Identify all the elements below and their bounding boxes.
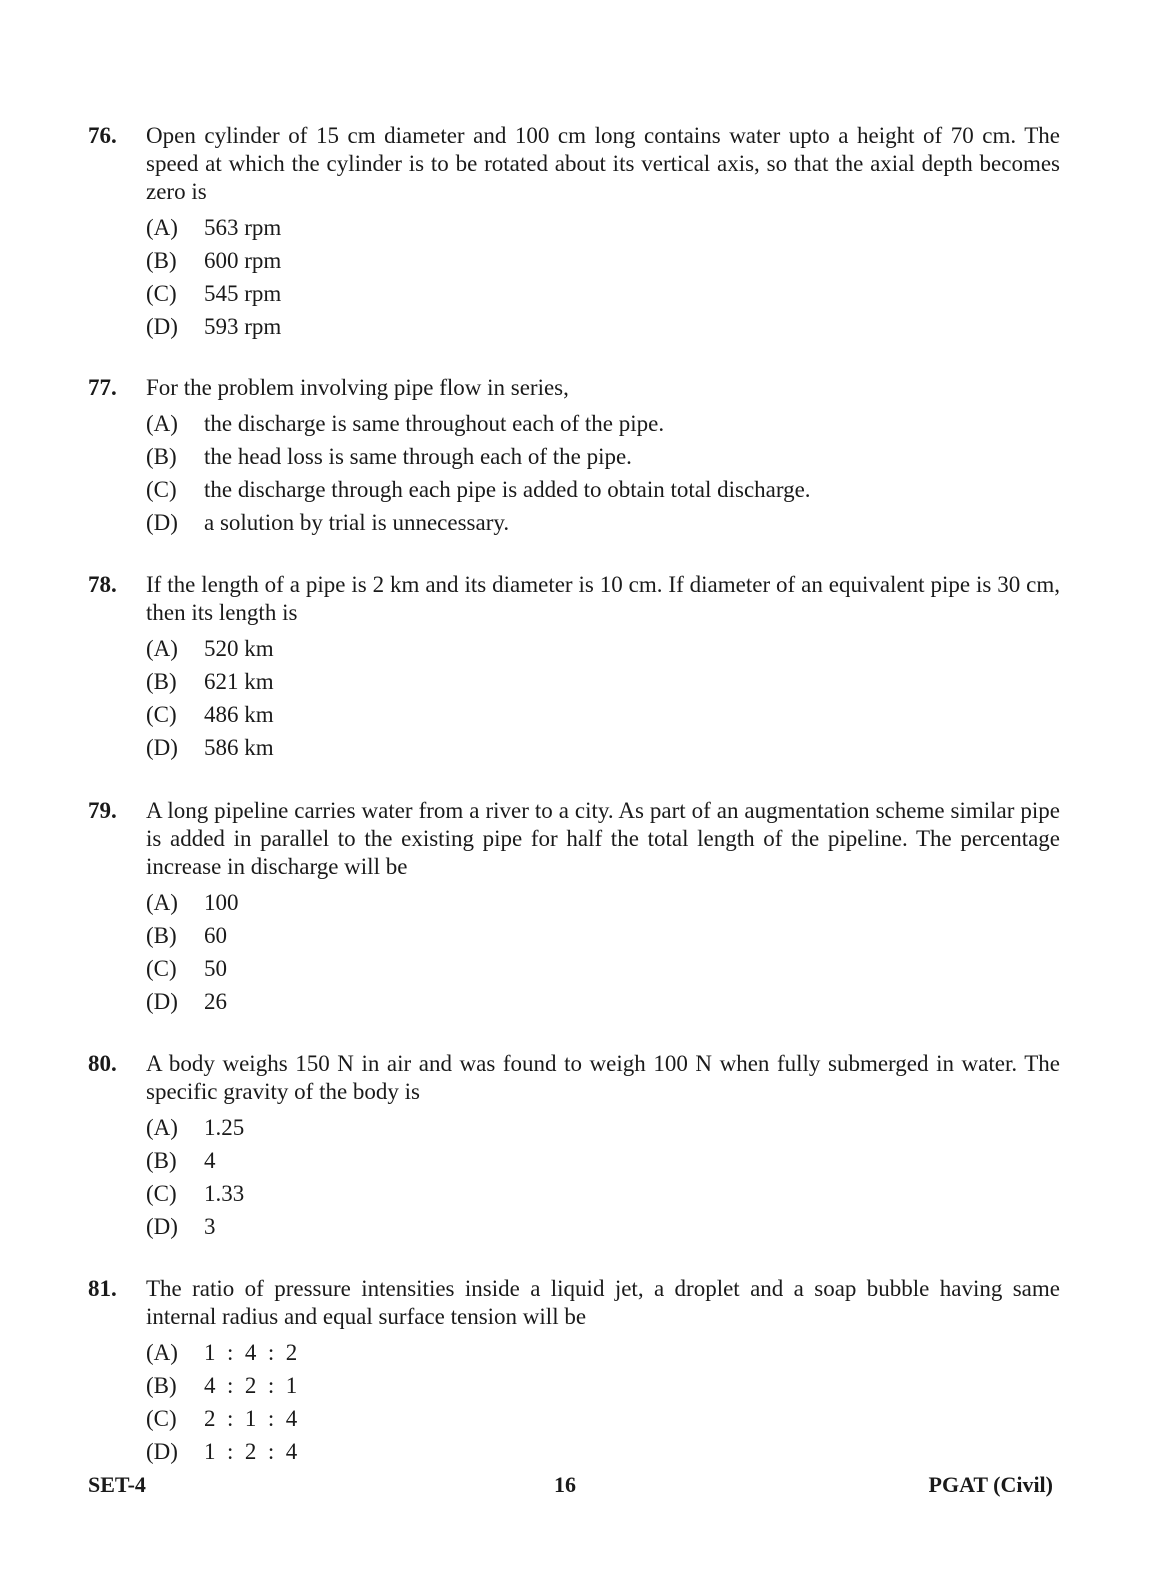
option-letter: (A): [146, 636, 178, 661]
option-d: [146, 506, 1060, 539]
option-d: [146, 310, 1060, 343]
option-a: [146, 632, 1060, 665]
option-a: [146, 886, 1060, 919]
option-text: 486 km: [204, 702, 274, 727]
option-text: the head loss is same through each of the pipe.: [204, 444, 632, 469]
option-text: 1.33: [204, 1181, 245, 1206]
option-list: [146, 211, 1060, 343]
option-text: 563 rpm: [204, 215, 282, 240]
option-b: [146, 919, 1060, 952]
option-text: 621 km: [204, 669, 274, 694]
option-letter: (D): [146, 1214, 178, 1239]
option-text: 545 rpm: [204, 281, 282, 306]
option-text: 1 : 2 : 4: [204, 1439, 298, 1464]
option-letter: (C): [146, 1406, 177, 1431]
question-text: Open cylinder of 15 cm diameter and 100 cm long contains water upto a height of 70 cm. The speed at which the cylinder is to be rotated about its vertical axis, so that the axial depth becomes zero is: [146, 123, 1060, 204]
option-list: [146, 1111, 1060, 1243]
option-text: 2 : 1 : 4: [204, 1406, 298, 1431]
option-letter: (A): [146, 215, 178, 240]
option-b: [146, 440, 1060, 473]
option-letter: (B): [146, 248, 177, 273]
option-c: [146, 1177, 1060, 1210]
option-letter: (B): [146, 669, 177, 694]
option-letter: (C): [146, 281, 177, 306]
question-81: [88, 1275, 1060, 1468]
option-c: [146, 952, 1060, 985]
option-letter: (D): [146, 735, 178, 760]
question-number: 79.: [88, 798, 117, 823]
question-text: The ratio of pressure intensities inside a liquid jet, a droplet and a soap bubble having same internal radius and equal surface tension will be: [146, 1276, 1060, 1329]
footer-exam-name: PGAT (Civil): [928, 1472, 1053, 1497]
question-number: 78.: [88, 572, 117, 597]
option-list: [146, 886, 1060, 1018]
question-text: A long pipeline carries water from a river to a city. As part of an augmentation scheme similar pipe is added in parallel to the existing pipe for half the total length of the pipeline. The percentage increase in discharge will be: [146, 798, 1060, 879]
option-text: 1.25: [204, 1115, 245, 1140]
question-77: [88, 374, 1060, 539]
option-a: [146, 1111, 1060, 1144]
option-text: a solution by trial is unnecessary.: [204, 510, 510, 535]
option-list: [146, 407, 1060, 539]
question-text: For the problem involving pipe flow in series,: [146, 375, 569, 400]
question-text: A body weighs 150 N in air and was found to weigh 100 N when fully submerged in water. The specific gravity of the body is: [146, 1051, 1060, 1104]
question-number: 80.: [88, 1051, 117, 1076]
option-c: [146, 698, 1060, 731]
option-text: 3: [204, 1214, 216, 1239]
question-78: [88, 571, 1060, 764]
option-d: [146, 985, 1060, 1018]
option-letter: (D): [146, 1439, 178, 1464]
option-letter: (D): [146, 510, 178, 535]
option-letter: (A): [146, 1115, 178, 1140]
question-76: [88, 122, 1060, 343]
option-text: 60: [204, 923, 227, 948]
option-text: 4 : 2 : 1: [204, 1373, 298, 1398]
option-letter: (D): [146, 989, 178, 1014]
option-c: [146, 277, 1060, 310]
option-letter: (B): [146, 923, 177, 948]
option-letter: (D): [146, 314, 178, 339]
option-letter: (A): [146, 411, 178, 436]
option-c: [146, 1402, 1060, 1435]
question-text: If the length of a pipe is 2 km and its diameter is 10 cm. If diameter of an equivalent pipe is 30 cm, then its length is: [146, 572, 1060, 625]
option-letter: (A): [146, 1340, 178, 1365]
option-letter: (C): [146, 477, 177, 502]
option-b: [146, 244, 1060, 277]
option-text: 26: [204, 989, 227, 1014]
option-d: [146, 731, 1060, 764]
option-letter: (B): [146, 1373, 177, 1398]
option-list: [146, 1336, 1060, 1468]
option-letter: (C): [146, 1181, 177, 1206]
option-list: [146, 632, 1060, 764]
option-text: 1 : 4 : 2: [204, 1340, 298, 1365]
option-b: [146, 1369, 1060, 1402]
question-80: [88, 1050, 1060, 1243]
option-text: 520 km: [204, 636, 274, 661]
option-letter: (C): [146, 702, 177, 727]
question-number: 76.: [88, 123, 117, 148]
option-letter: (B): [146, 444, 177, 469]
option-letter: (B): [146, 1148, 177, 1173]
option-d: [146, 1210, 1060, 1243]
question-79: [88, 797, 1060, 1018]
option-a: [146, 211, 1060, 244]
option-text: 600 rpm: [204, 248, 282, 273]
option-text: 4: [204, 1148, 216, 1173]
option-b: [146, 665, 1060, 698]
option-c: [146, 473, 1060, 506]
option-text: 593 rpm: [204, 314, 282, 339]
footer-page-number: 16: [554, 1472, 576, 1497]
option-letter: (A): [146, 890, 178, 915]
question-number: 81.: [88, 1276, 117, 1301]
option-text: 100: [204, 890, 239, 915]
option-text: 586 km: [204, 735, 274, 760]
option-b: [146, 1144, 1060, 1177]
question-number: 77.: [88, 375, 117, 400]
option-text: 50: [204, 956, 227, 981]
option-text: the discharge through each pipe is added to obtain total discharge.: [204, 477, 811, 502]
option-letter: (C): [146, 956, 177, 981]
footer-set-label: SET-4: [88, 1472, 146, 1497]
option-a: [146, 1336, 1060, 1369]
option-a: [146, 407, 1060, 440]
option-d: [146, 1435, 1060, 1468]
option-text: the discharge is same throughout each of the pipe.: [204, 411, 665, 436]
